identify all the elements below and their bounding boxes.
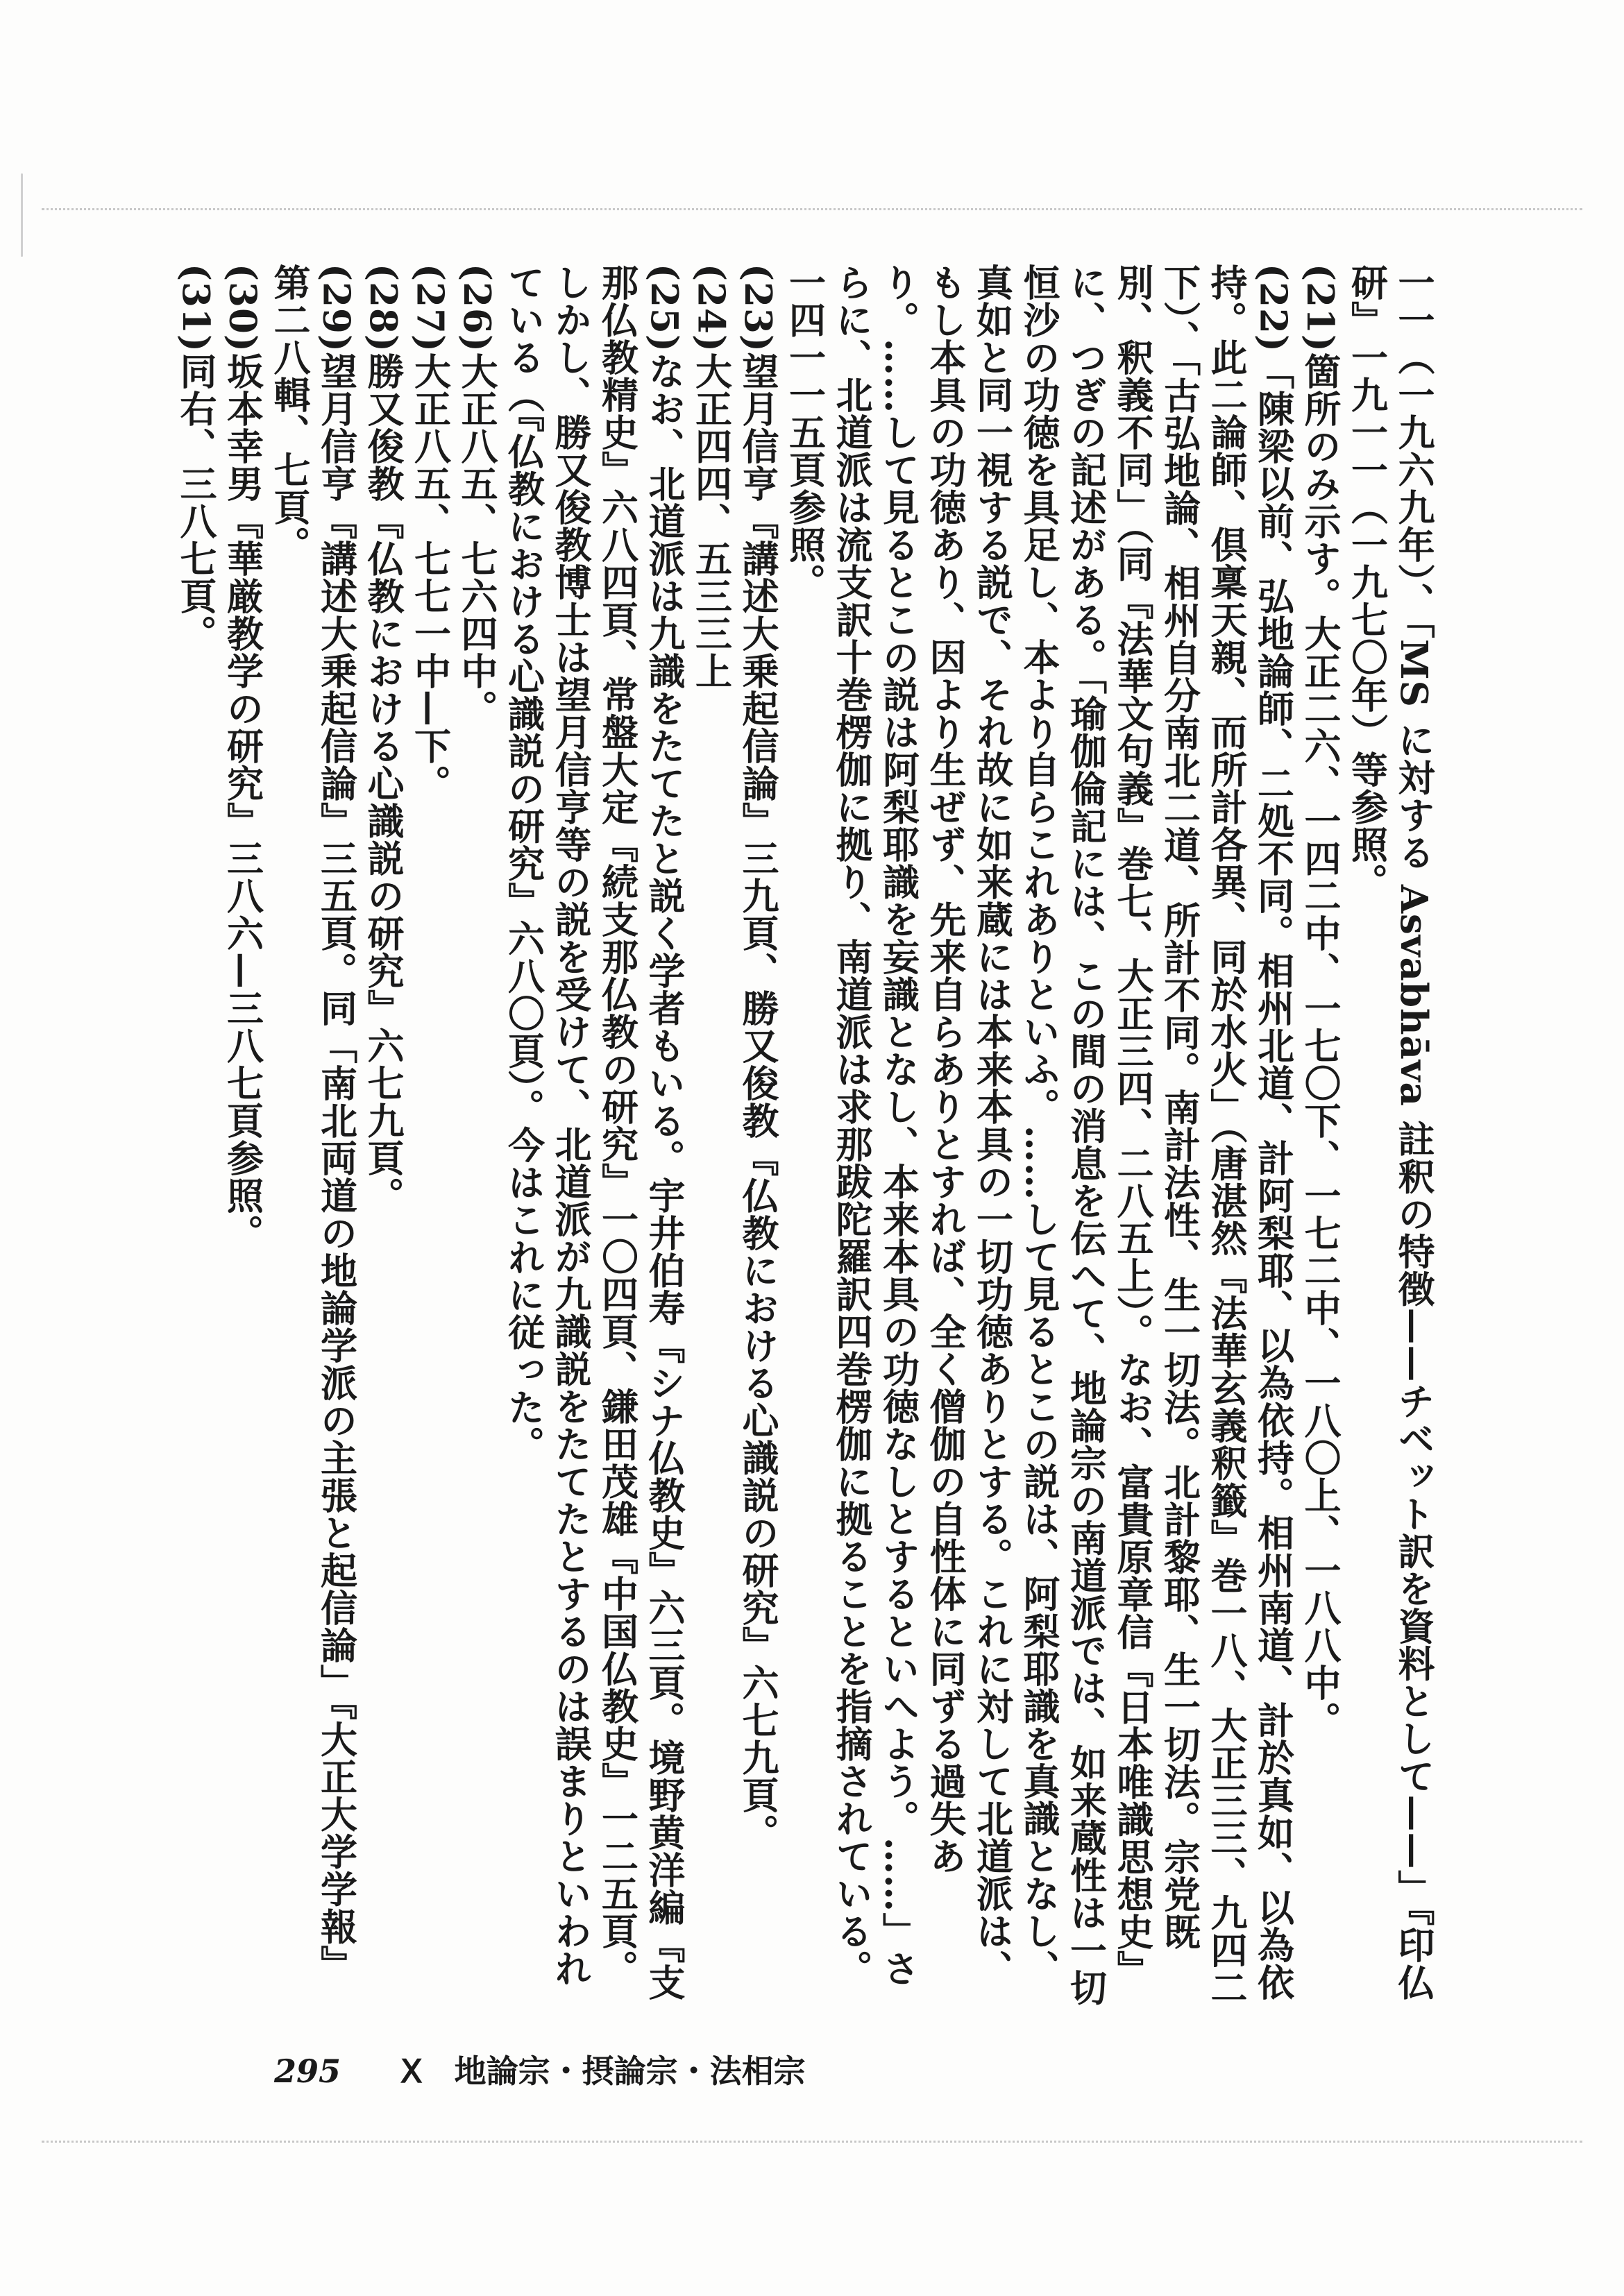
note-text: 同右、三八七頁。 — [174, 352, 217, 652]
note-number: (29) — [314, 264, 358, 352]
footnotes-body — [153, 264, 1437, 2012]
note-text: 「陳梁以前、弘地論師、二処不同。相州北道、計阿梨耶、以為依持。相州南道、計於真如、以為依持。此二論師、倶稟天親、而所計各異、同於水火」（唐湛然『法華玄義釈籤』巻一八、大正三三、九四二下）、「古弘地論、相州自分南北二道、所計不同。南計法性、生一切法。北計黎耶、生一切法。宗党既別、釈義不同」（同『法華文句義』巻七、大正三四、二八五上）。なお、富貴原章信『日本唯識思想史』に、つぎの記述がある。「瑜伽倫記には、この間の消息を伝へて、地論宗の南道派では、如来蔵性は一切恒沙の功徳を具足し、本より自らこれありといふ。……して見るとこの説は、阿梨耶識を真識となし、真如と同一視する説で、それ故に如来蔵には本来本具の一切功徳ありとする。これに対して北道派は、もし本具の功徳あり、因より生ぜず、先来自らありとすれば、全く僧伽の自性体に同ずる過失あり。……して見るとこの説は阿梨耶識を妄識となし、本来本具の功徳なしとするといへよう。……」さらに、北道派は流支訳十巻楞伽に拠り、南道派は求那跋陀羅訳四巻楞伽に拠ることを指摘されている。一四一一五頁参照。 — [783, 264, 1295, 2007]
note-number: (30) — [221, 264, 264, 352]
note-23 — [734, 264, 781, 2012]
page-number: 295 — [274, 2052, 341, 2090]
note-29 — [266, 264, 360, 2012]
note-30 — [219, 264, 266, 2012]
note-number: (24) — [689, 264, 733, 352]
note-24 — [687, 264, 734, 2012]
note-number: (21) — [1299, 264, 1342, 352]
note-25 — [500, 264, 687, 2012]
note-text: 勝又俊教『仏教における心識説の研究』六七九頁。 — [362, 352, 405, 1214]
note-31 — [172, 264, 219, 2012]
note-28 — [360, 264, 407, 2012]
note-number: (31) — [174, 264, 217, 352]
note-text: 大正四四、五三三上 — [689, 352, 733, 690]
chapter-title: 地論宗・摂論宗・法相宗 — [454, 2052, 806, 2090]
note-text: 箇所のみ示す。大正二六、一四二中、一七〇下、一七二中、一八〇上、一八八中。 — [1299, 352, 1342, 1739]
note-number: (22) — [1251, 264, 1295, 352]
note-text: 大正八五、七六四中。 — [455, 352, 498, 727]
note-number: (26) — [455, 264, 498, 352]
scan-dotted-line-top — [42, 208, 1582, 210]
note-text: 一一（一九六九年）、「MS に対する Asvabhāva 註釈の特徴——チベット訳を資料として——」『印仏研』一九一一（一九七〇年）等参照。 — [1345, 264, 1435, 2001]
note-text: 望月信亨『講述大乗起信論』三九頁、勝又俊教『仏教における心識説の研究』六七九頁。 — [736, 352, 779, 1851]
scan-dotted-line-bottom — [42, 2141, 1582, 2143]
scan-edge-mark — [21, 173, 23, 257]
note-text: なお、北道派は九識をたてたと説く学者もいる。宇井伯寿『シナ仏教史』六三頁。境野黄洋編『支那仏教精史』六八四頁、常盤大定『続支那仏教の研究』一〇四頁、鎌田茂雄『中国仏教史』一二五頁。しかし、勝又俊教博士は望月信亨等の説を受けて、北道派が九識説をたてたとするのは誤まりといわれている（『仏教における心識説の研究』六八〇頁）。今はこれに従った。 — [502, 264, 686, 2001]
note-text: 坂本幸男『華厳教学の研究』三八六—三八七頁参照。 — [221, 352, 264, 1252]
page-footer — [274, 2050, 806, 2092]
note-number: (23) — [736, 264, 779, 352]
note-26 — [453, 264, 500, 2012]
note-text: 望月信亨『講述大乗起信論』三五頁。同「南北両道の地論学派の主張と起信論」『大正大学学報』第二八輯、七頁。 — [268, 264, 358, 1983]
note-21 — [1296, 264, 1344, 2012]
chapter-number: Ⅹ — [400, 2054, 423, 2089]
note-continuation — [1343, 264, 1437, 2012]
note-22 — [781, 264, 1296, 2012]
note-number: (27) — [408, 264, 452, 352]
note-text: 大正八五、七七一中—下。 — [408, 352, 452, 802]
note-number: (25) — [643, 264, 686, 352]
note-27 — [406, 264, 453, 2012]
note-number: (28) — [362, 264, 405, 352]
